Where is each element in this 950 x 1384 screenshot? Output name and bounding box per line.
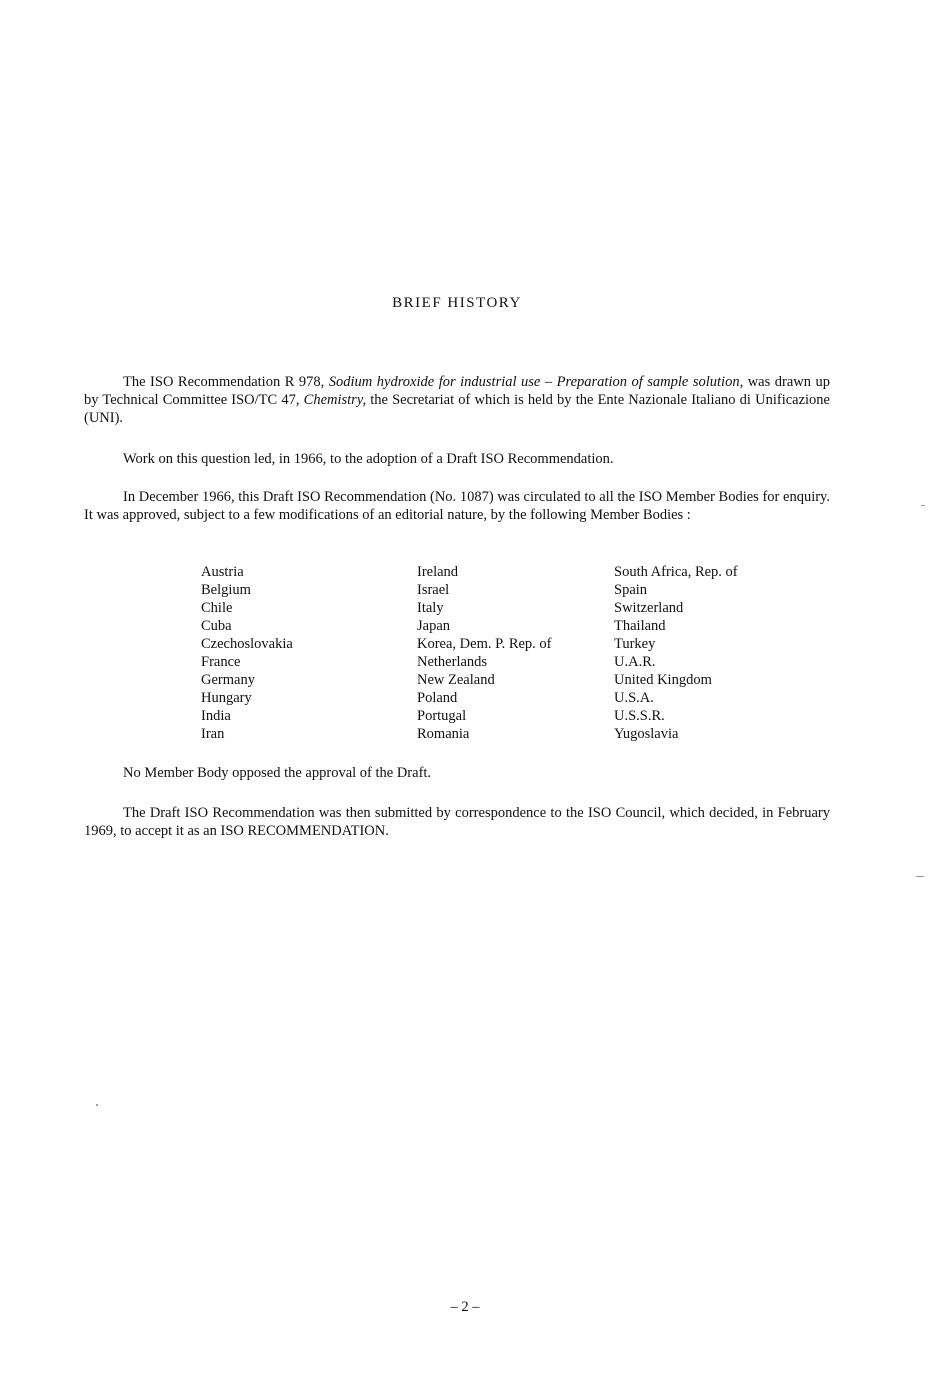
member-body: Cuba [201, 618, 232, 634]
member-bodies-column-2 [417, 563, 552, 743]
history-paragraph-4: No Member Body opposed the approval of the Draft. [123, 765, 432, 781]
page-title: BRIEF HISTORY [392, 295, 522, 311]
member-body: Turkey [614, 636, 656, 652]
member-body: U.S.S.R. [614, 708, 665, 724]
paragraph-1-text-a: The ISO Recommendation R 978, [123, 374, 329, 390]
member-body: Austria [201, 564, 244, 580]
paragraph-1-committee-italic: Chemistry, [303, 392, 367, 408]
paragraph-1-title-italic: Sodium hydroxide for industrial use – Preparation of sample solution, [328, 374, 744, 390]
member-body: Poland [417, 690, 458, 706]
member-body: U.S.A. [614, 690, 654, 706]
member-body: Netherlands [417, 654, 488, 670]
scan-speck [921, 505, 925, 506]
member-body: Switzerland [614, 600, 684, 616]
member-body: Italy [417, 600, 444, 616]
member-body: Thailand [614, 618, 666, 634]
member-body: Ireland [417, 564, 459, 580]
member-body: India [201, 708, 231, 724]
member-body: Chile [201, 600, 233, 616]
member-body: Romania [417, 726, 470, 742]
history-paragraph-5: The Draft ISO Recommendation was then submitted by correspondence to the ISO Council, which decided, in February 1969, to accept it as an ISO RECOMMENDATION. [84, 805, 830, 839]
member-body: Spain [614, 582, 648, 598]
member-body: Belgium [201, 582, 251, 598]
member-body: Hungary [201, 690, 252, 706]
scan-speck [916, 876, 924, 877]
member-body: France [201, 654, 241, 670]
member-body: Yugoslavia [614, 726, 679, 742]
member-body: Israel [417, 582, 450, 598]
member-body: United Kingdom [614, 672, 712, 688]
scan-speck [96, 1104, 98, 1106]
member-body: Czechoslovakia [201, 636, 293, 652]
paragraph-1-text-b: was drawn up by Technical Committee ISO/TC 47, [84, 374, 831, 408]
history-paragraph-2: Work on this question led, in 1966, to the adoption of a Draft ISO Recommendation. [123, 451, 614, 467]
member-body: U.A.R. [614, 654, 656, 670]
member-body: Korea, Dem. P. Rep. of [417, 636, 552, 652]
paragraph-1-text-c: the Secretariat of which is held by the Ente Nazionale Italiano di Unificazione (UNI). [84, 392, 830, 426]
page-number: – 2 – [450, 1299, 480, 1315]
history-paragraph-3: In December 1966, this Draft ISO Recommendation (No. 1087) was circulated to all the ISO Member Bodies for enquiry. It was approved, subject to a few modifications of an editorial nature, by the following Member Bodies : [84, 489, 830, 523]
member-body: New Zealand [417, 672, 495, 688]
member-bodies-column-3 [614, 563, 738, 743]
member-bodies-column-1 [201, 563, 293, 743]
history-paragraph-1 [84, 373, 830, 427]
member-body: Japan [417, 618, 451, 634]
member-body: South Africa, Rep. of [614, 564, 738, 580]
member-body: Iran [201, 726, 225, 742]
member-body: Portugal [417, 708, 467, 724]
member-body: Germany [201, 672, 255, 688]
